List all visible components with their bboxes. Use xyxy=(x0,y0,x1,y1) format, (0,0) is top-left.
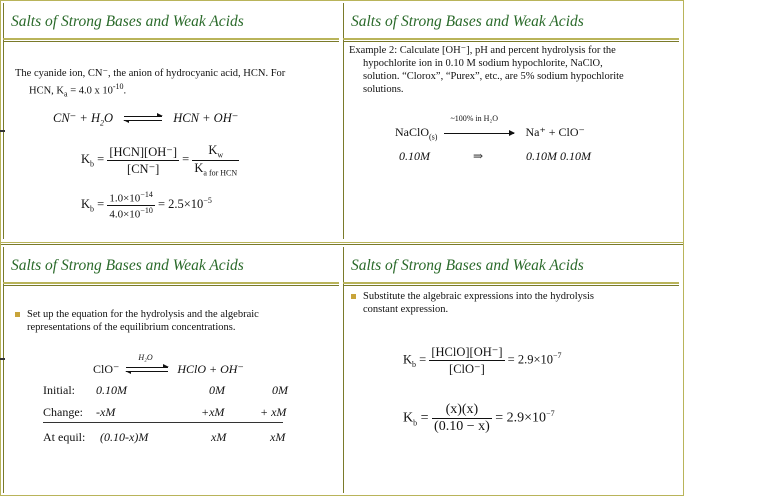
bullet-icon xyxy=(15,312,20,317)
slide-2 xyxy=(343,3,679,239)
kb-value: $K_b$ = $\frac{1.0\times 10^{-14}}{4.0\times 10^{-10}}$ = $2.5\times 10^{-5}$ xyxy=(81,190,212,221)
slide-1 xyxy=(3,3,339,239)
slide-intro: The cyanide ion, CN⁻, the anion of hydrocyanic acid, HCN. For HCN, $K_a = 4.0$ x $10^{-10}$. xyxy=(15,68,286,99)
slide-title: Salts of Strong Bases and Weak Acids xyxy=(11,13,244,30)
kb-expression: $K_b$ = $\frac{\text{[HClO][OH⁻]}}{\text{[ClO⁻]}}$ = $2.9\times 10^{-7}$ xyxy=(403,345,562,376)
slide-4 xyxy=(343,247,679,493)
row-divider xyxy=(1,242,683,243)
slide-3 xyxy=(3,247,339,493)
ice-initial-row: Initial: 0.10M 0M 0M xyxy=(43,383,288,397)
ice-change-row: Change: -xM +xM + xM xyxy=(43,405,287,419)
dissociation-equation: NaClO$_{(s)}$ ~100% in H₂O Na⁺ + ClO⁻ xyxy=(395,114,585,142)
slide-title: Salts of Strong Bases and Weak Acids xyxy=(351,257,584,274)
bullet-text: Substitute the algebraic expressions into the hydrolysis constant expression. xyxy=(363,291,594,315)
slide-title: Salts of Strong Bases and Weak Acids xyxy=(11,257,244,274)
ice-equil-row: At equil: (0.10-x)M xM xM xyxy=(43,430,286,444)
row-divider xyxy=(1,244,683,245)
example-text: Example 2: Calculate [OH⁻], pH and percent hydrolysis for the hypochlorite ion in 0.10 M sodium hypochlorite, NaClO, solution. “Clorox”, “Purex”, etc., are 5% sodium hypochlorite solutions. xyxy=(349,45,624,95)
hydrolysis-reaction: $CN^- + H_2O$ HCN + OH⁻ xyxy=(53,111,239,128)
slide-title: Salts of Strong Bases and Weak Acids xyxy=(351,13,584,30)
bullet-icon xyxy=(351,294,356,299)
concentrations: 0.10M ⇒ 0.10M 0.10M xyxy=(399,149,591,163)
hydrolysis-equation: ClO⁻ H₂O HClO + OH⁻ xyxy=(93,353,244,376)
kb-expression: $K_b$ = $\frac{\text{[HCN][OH⁻]}}{[CN^-]}$ = $\frac{K_w}{K_{a for HCN}}$ xyxy=(81,143,238,177)
bullet-text: Set up the equation for the hydrolysis and the algebraic representations of the equilibrium concentrations. xyxy=(27,309,259,333)
kb-substituted: $K_b$ = $\frac{(x)(x)}{(0.10 - x)}$ = $2.9\times 10^{-7}$ xyxy=(403,402,555,434)
